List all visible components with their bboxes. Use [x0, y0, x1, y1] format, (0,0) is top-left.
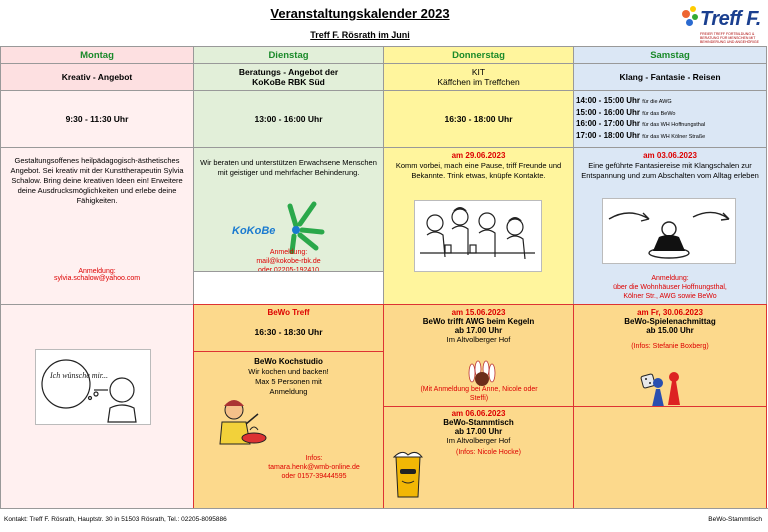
- kochstudio-line2: Max 5 Personen mit: [255, 377, 322, 386]
- saturday-registration-line2: Kölner Str., AWG sowie BeWo: [623, 293, 717, 300]
- spielenachmittag-cell: [573, 304, 767, 407]
- page-subtitle: Treff F. Rösrath im Juni: [310, 30, 410, 40]
- saturday-registration-label: Anmeldung:: [651, 275, 689, 282]
- header-tuesday: Dienstag: [193, 46, 384, 64]
- thursday-date: am 29.06.2023: [451, 151, 506, 160]
- bewo-treff-cell: [193, 304, 384, 352]
- tuesday-time: 13:00 - 16:00 Uhr: [193, 90, 384, 148]
- kochstudio-email[interactable]: tamara.henk@wmb-online.de: [268, 464, 360, 471]
- monday-registration-email[interactable]: sylvia.schalow@yahoo.com: [53, 275, 141, 282]
- monday-illustration-cell: [0, 304, 194, 509]
- saturday-empty-cell: [573, 406, 767, 509]
- monday-registration-label: Anmeldung:: [78, 268, 116, 275]
- tuesday-registration-label: Anmeldung:: [269, 249, 308, 256]
- saturday-date: am 03.06.2023: [643, 151, 697, 160]
- thursday-description-cell: [383, 147, 574, 305]
- header-monday: Montag: [0, 46, 194, 64]
- saturday-schedule: [573, 90, 767, 148]
- saturday-description: Eine geführte Fantasiereise mit Klangschalen zur Entspannung und zum Abschalten vom Alltag erleben: [581, 161, 759, 180]
- spiele-info: (Infos: Stefanie Boxberg): [631, 343, 709, 350]
- tuesday-title: Beratungs - Angebot der KoKoBe RBK Süd: [193, 63, 384, 91]
- tuesday-registration-email[interactable]: mail@kokobe-rbk.de: [256, 258, 321, 265]
- saturday-title: Klang - Fantasie - Reisen: [573, 63, 767, 91]
- thursday-description: Komm vorbei, mach eine Pause, triff Freunde und Bekannte. Trink etwas, knüpfe Kontakte.: [395, 161, 562, 180]
- kochstudio-phone: oder 0157-39444595: [281, 473, 347, 480]
- cooking-illustration: [212, 396, 272, 458]
- kochstudio-line3: Anmeldung: [269, 387, 308, 396]
- tuesday-description: Wir beraten und unterstützen Erwachsene Menschen mit geistiger und mehrfacher Behinderung.: [200, 158, 377, 177]
- tuesday-registration-phone: oder 02205-192410: [257, 267, 320, 272]
- saturday-registration-line1: über die Wohnhäuser Hoffnungsthal,: [613, 284, 727, 291]
- kegeln-cell: [383, 304, 574, 407]
- stammtisch-time: ab 17.00 Uhr: [454, 427, 503, 436]
- bowling-icon: [464, 359, 500, 387]
- kochstudio-cell: [193, 351, 384, 509]
- stammtisch-date: am 06.06.2023: [451, 409, 506, 418]
- kochstudio-title: BeWo Kochstudio: [254, 357, 323, 366]
- thursday-title: KIT Käffchen im Treffchen: [383, 63, 574, 91]
- thursday-time: 16:30 - 18:00 Uhr: [383, 90, 574, 148]
- footer-contact: Kontakt: Treff F. Rösrath, Hauptstr. 30 in 51503 Rösrath, Tel.: 02205-8095886: [4, 516, 227, 523]
- header-thursday: Donnerstag: [383, 46, 574, 64]
- tuesday-description-cell: [193, 147, 384, 272]
- schedule-row: 17:00 - 18:00 Uhr für das WH Kölner Straße: [576, 130, 706, 140]
- schedule-row: 15:00 - 16:00 Uhr für das BeWo: [576, 107, 676, 117]
- saturday-description-cell: [573, 147, 767, 305]
- kochstudio-info-label: Infos:: [305, 455, 323, 462]
- schedule-row: 16:00 - 17:00 Uhr für das WH Hoffnungsthal: [576, 119, 706, 128]
- wish-text: Ich wünsche mir...: [50, 371, 108, 380]
- wish-illustration: [35, 349, 151, 425]
- kegeln-place: Im Altvolberger Hof: [446, 335, 511, 344]
- game-pieces-icon: [638, 369, 694, 407]
- treff-f-logo: [678, 4, 764, 46]
- logo-tagline: FREIER TREFF FORTBILDUNG & BERATUNG FÜR MENSCHEN MIT BEHINDERUNG UND ANGEHÖRIGE: [700, 32, 759, 44]
- footer-right: BeWo-Stammtisch: [708, 516, 762, 523]
- spiele-date: am Fr, 30.06.2023: [637, 308, 703, 317]
- kegeln-title: BeWo trifft AWG beim Kegeln: [422, 317, 535, 326]
- stammtisch-cell: [383, 406, 574, 509]
- kegeln-time: ab 17.00 Uhr: [454, 326, 503, 335]
- logo-brand: Treff F.: [700, 8, 761, 30]
- monday-description-cell: [0, 147, 194, 305]
- kokobe-logo: [230, 200, 350, 254]
- footer: [0, 508, 768, 530]
- bewo-treff-time: 16:30 - 18:30 Uhr: [254, 327, 323, 337]
- schedule-row: 14:00 - 15:00 Uhr für die AWG: [576, 96, 672, 105]
- stammtisch-info: (Infos: Nicole Hocke): [456, 449, 521, 456]
- monday-time: 9:30 - 11:30 Uhr: [0, 90, 194, 148]
- spiele-time: ab 15.00 Uhr: [646, 326, 694, 335]
- monday-title: Kreativ - Angebot: [0, 63, 194, 91]
- beer-glass-icon: [392, 449, 428, 499]
- page-title: Veranstaltungskalender 2023: [270, 6, 450, 21]
- spiele-title: BeWo-Spielenachmittag: [624, 317, 716, 326]
- kokobe-wordmark: KoKoBe: [232, 225, 276, 237]
- bewo-treff-title: BeWo Treff: [267, 308, 310, 317]
- stammtisch-title: BeWo-Stammtisch: [443, 418, 514, 427]
- kegeln-date: am 15.06.2023: [451, 308, 506, 317]
- header-saturday: Samstag: [573, 46, 767, 64]
- kegeln-note: (Mit Anmeldung bei Anne, Nicole oder Steffi): [420, 386, 538, 402]
- coffee-illustration: [414, 200, 542, 272]
- stammtisch-place: Im Altvolberger Hof: [446, 436, 511, 445]
- fantasy-journey-illustration: [602, 198, 736, 264]
- kochstudio-line1: Wir kochen und backen!: [248, 367, 329, 376]
- monday-description: Gestaltungsoffenes heilpädagogisch-ästhetisches Angebot. Sei kreativ mit der Kunsttherapeutin Sylvia Schalow. Bring deine kreativen Ideen ein! Erweitere deine Ausdrucksmöglichkeiten und erlebe deine Fähigkeiten.: [10, 156, 184, 205]
